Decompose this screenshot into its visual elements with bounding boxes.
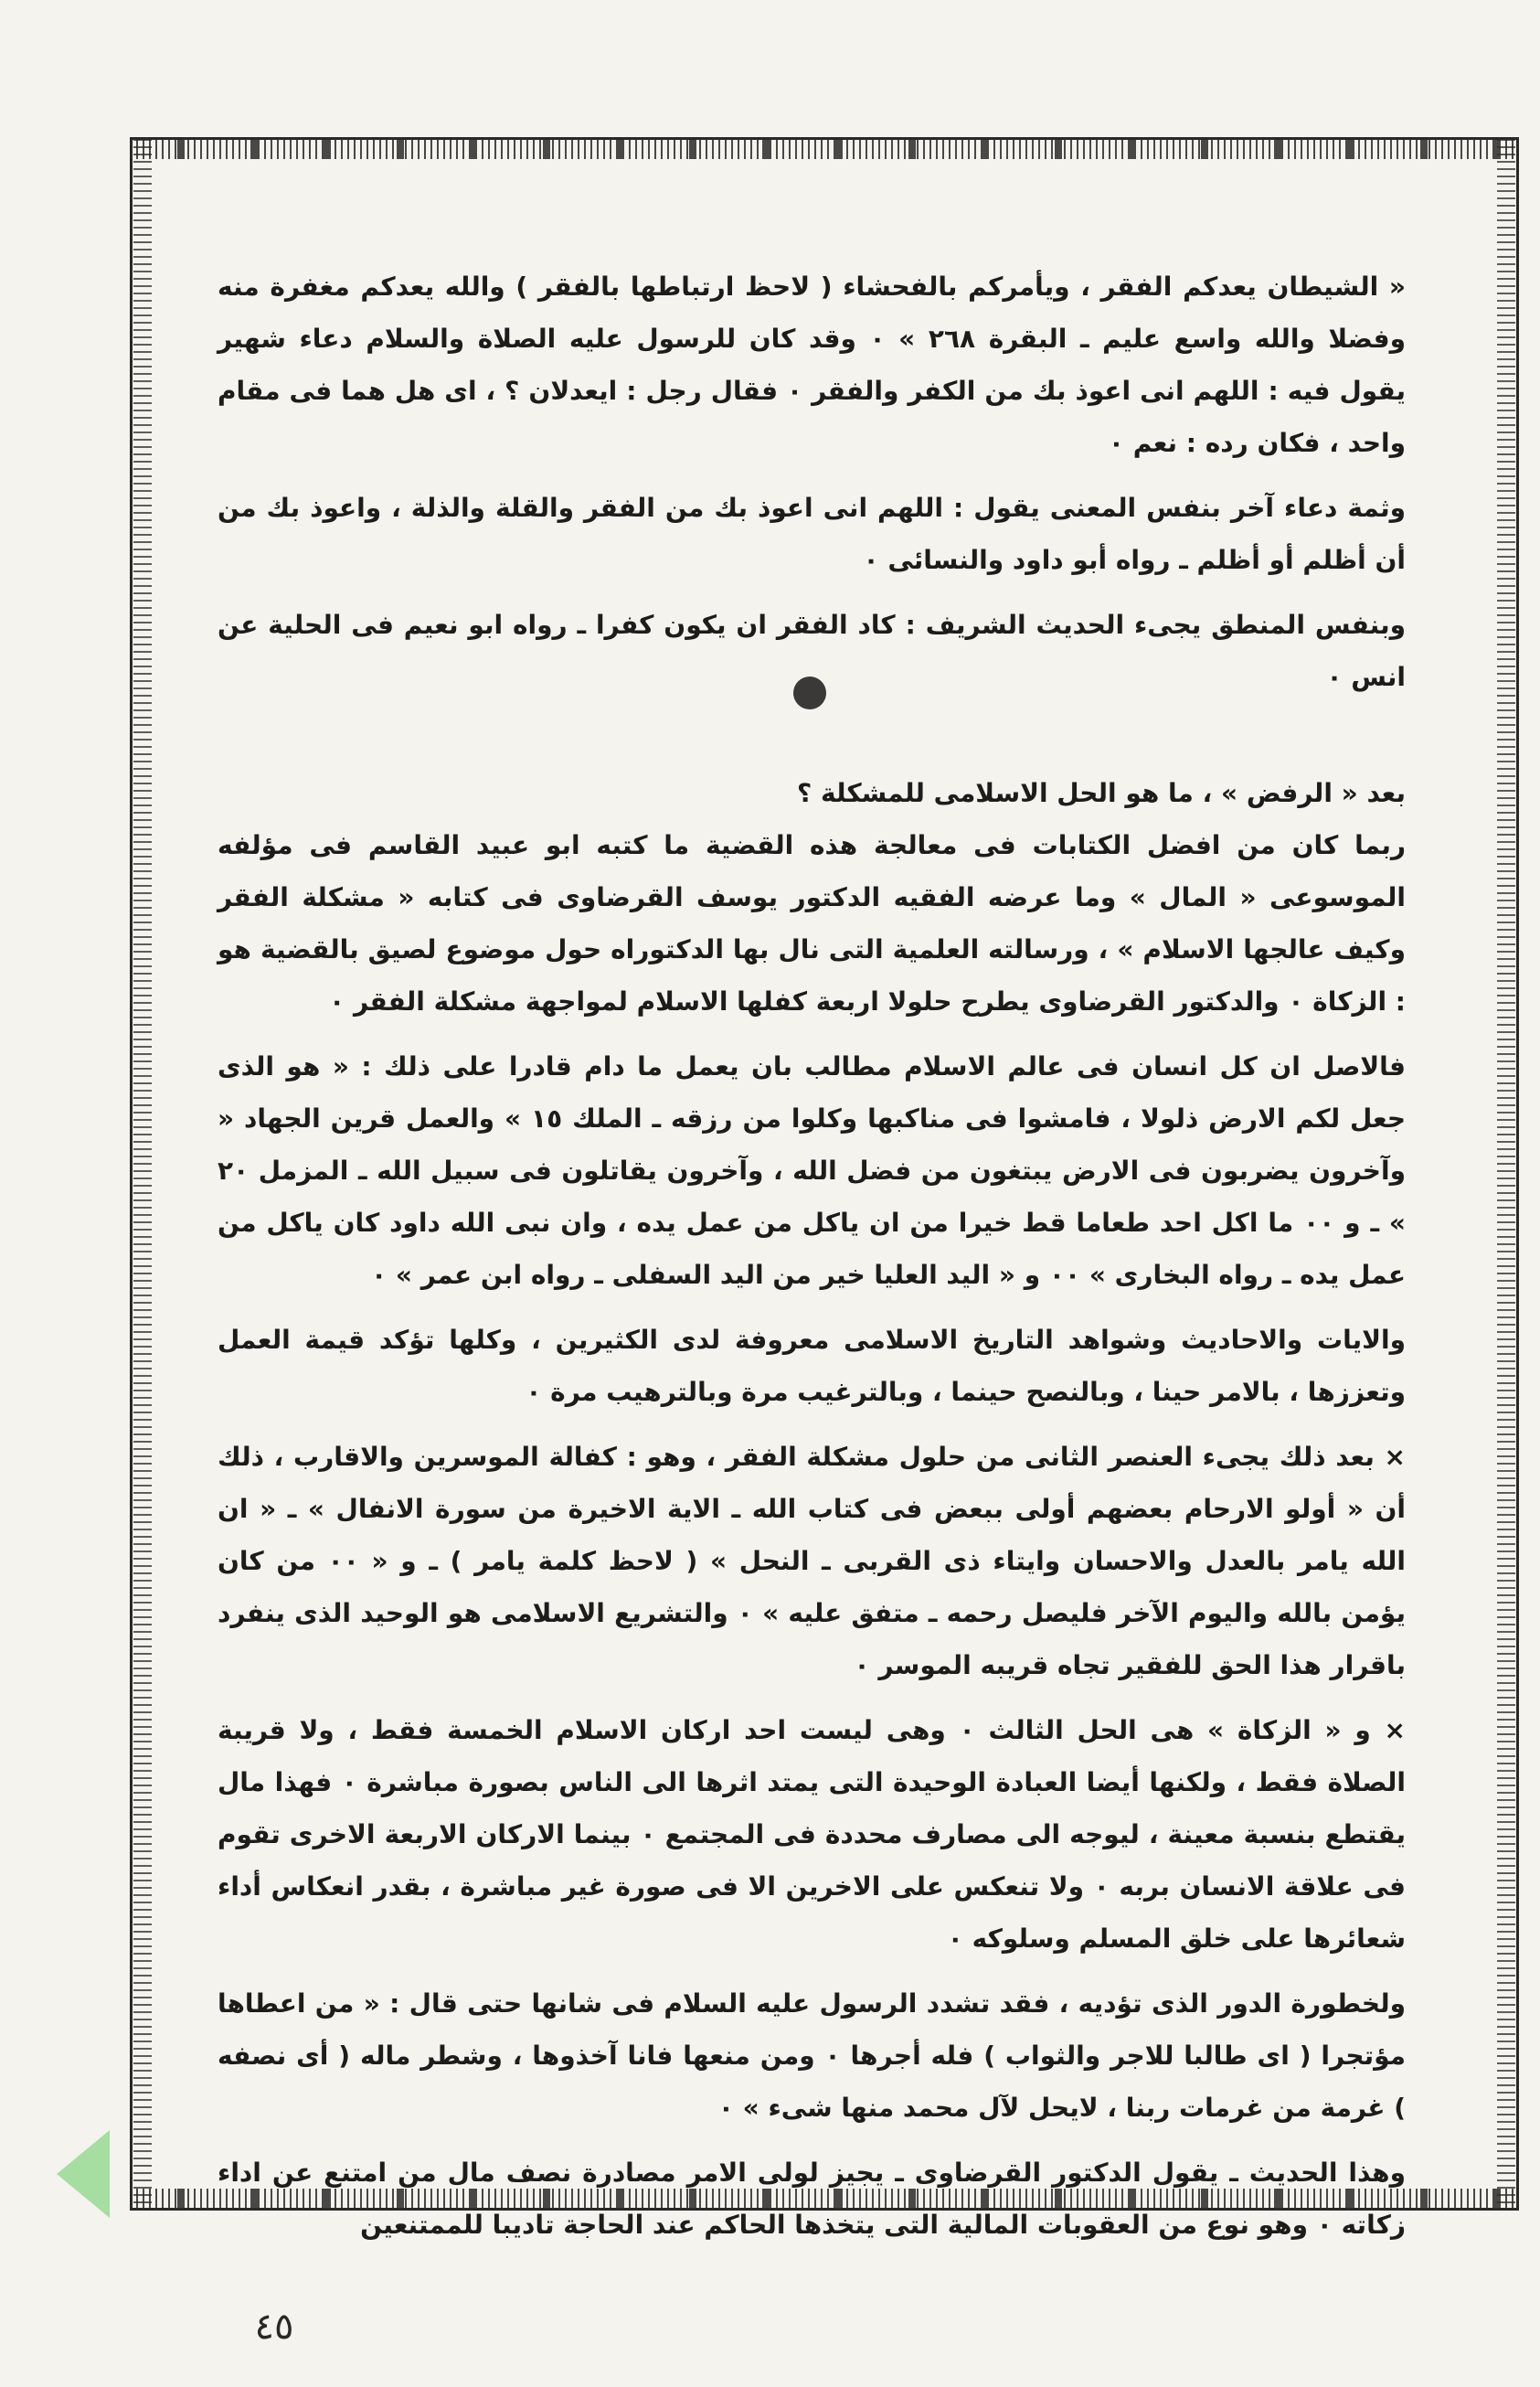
- left-decorative-band: [133, 139, 152, 2209]
- paragraph-7: والايات والاحاديث وشواهد التاريخ الاسلامى معروفة لدى الكثيرين ، وكلها تؤكد قيمة العمل وتعززها ، بالامر حينا ، وبالنصح حينما ، وبالترغيب مرة وبالترهيب مرة ٠: [218, 1325, 1406, 1407]
- paragraph-1: « الشيطان يعدكم الفقر ، ويأمركم بالفحشاء ( لاحظ ارتباطها بالفقر ) والله يعدكم مغفرة منه وفضلا والله واسع عليم ـ البقرة ٢٦٨ » ٠ وقد كان للرسول عليه الصلاة والسلام دعاء شهير يقول فيه : اللهم انى اعوذ بك من الكفر والفقر ٠ فقال رجل : ايعدلان ؟ ، اى هل هما فى مقام واحد ، فكان رده : نعم ٠: [218, 272, 1406, 458]
- paragraph-2: وثمة دعاء آخر بنفس المعنى يقول : اللهم انى اعوذ بك من الفقر والقلة والذلة ، واعوذ بك من أن أظلم أو أظلم ـ رواه أبو داود والنسائى ٠: [218, 493, 1406, 575]
- article-body: [218, 261, 1406, 2264]
- paragraph-10: ولخطورة الدور الذى تؤديه ، فقد تشدد الرسول عليه السلام فى شانها حتى قال : « من اعطاها مؤتجرا ( اى طالبا للاجر والثواب ) فله أجرها ٠ ومن منعها فانا آخذوها ، وشطر ماله ( أى نصفه ) غرمة من غرمات ربنا ، لايحل لآل محمد منها شىء » ٠: [218, 1988, 1406, 2123]
- paragraph-6: فالاصل ان كل انسان فى عالم الاسلام مطالب بان يعمل ما دام قادرا على ذلك : « هو الذى جعل لكم الارض ذلولا ، فامشوا فى مناكبها وكلوا من رزقه ـ الملك ١٥ » والعمل قرين الجهاد « وآخرون يضربون فى الارض يبتغون من فضل الله ، وآخرون يقاتلون فى سبيل الله ـ المزمل ٢٠ » ـ و ٠٠ ما اكل احد طعاما قط خيرا من ان ياكل من عمل يده ، وان نبى الله داود كان ياكل من عمل يده ـ رواه البخارى » ٠٠ و « اليد العليا خير من اليد السفلى ـ رواه ابن عمر » ٠: [218, 1051, 1407, 1290]
- paragraph-8: × بعد ذلك يجىء العنصر الثانى من حلول مشكلة الفقر ، وهو : كفالة الموسرين والاقارب ، ذلك أن « أولو الارحام بعضهم أولى ببعض فى كتاب الله ـ الاية الاخيرة من سورة الانفال » ـ « ان الله يامر بالعدل والاحسان وايتاء ذى القربى ـ النحل » ( لاحظ كلمة يامر ) ـ و « ٠٠ من كان يؤمن بالله واليوم الآخر فليصل رحمه ـ متفق عليه » ٠ والتشريع الاسلامى هو الوحيد الذى ينفرد باقرار هذا الحق للفقير تجاه قريبه الموسر ٠: [218, 1442, 1406, 1680]
- paragraph-3: وبنفس المنطق يجىء الحديث الشريف : كاد الفقر ان يكون كفرا ـ رواه ابو نعيم فى الحلية عن انس ٠: [218, 610, 1406, 692]
- section-question: بعد « الرفض » ، ما هو الحل الاسلامى للمشكلة ؟: [797, 778, 1406, 808]
- page-number: ٤٥: [254, 2306, 294, 2348]
- paragraph-5: ربما كان من افضل الكتابات فى معالجة هذه القضية ما كتبه ابو عبيد القاسم فى مؤلفه الموسوعى « المال » وما عرضه الفقيه الدكتور يوسف القرضاوى فى كتابه « مشكلة الفقر وكيف عالجها الاسلام » ، ورسالته العلمية التى نال بها الدكتوراه حول موضوع لصيق بالقضية هو : الزكاة ٠ والدكتور القرضاوى يطرح حلولا اربعة كفلها الاسلام لمواجهة مشكلة الفقر ٠: [218, 830, 1406, 1017]
- top-decorative-band: [130, 139, 1519, 159]
- green-triangle-marker: [57, 2130, 110, 2218]
- paragraph-9: × و « الزكاة » هى الحل الثالث ٠ وهى ليست احد اركان الاسلام الخمسة فقط ، ولا قريبة الصلاة فقط ، ولكنها أيضا العبادة الوحيدة التى يمتد اثرها الى الناس بصورة مباشرة ٠ فهذا مال يقتطع بنسبة معينة ، ليوجه الى مصارف محددة فى المجتمع ٠ بينما الاركان الاربعة الاخرى تقوم فى علاقة الانسان بربه ٠ ولا تنعكس على الاخرين الا فى صورة غير مباشرة ، بقدر انعكاس أداء شعائرها على خلق المسلم وسلوكه ٠: [218, 1715, 1407, 1954]
- section-divider-dot: [793, 677, 826, 709]
- paragraph-11: وهذا الحديث ـ يقول الدكتور القرضاوى ـ يجيز لولى الامر مصادرة نصف مال من امتنع عن اداء زكاته ٠ وهو نوع من العقوبات المالية التى يتخذها الحاكم عند الحاجة تاديبا للممتنعين: [218, 2158, 1406, 2240]
- right-decorative-band: [1497, 139, 1515, 2209]
